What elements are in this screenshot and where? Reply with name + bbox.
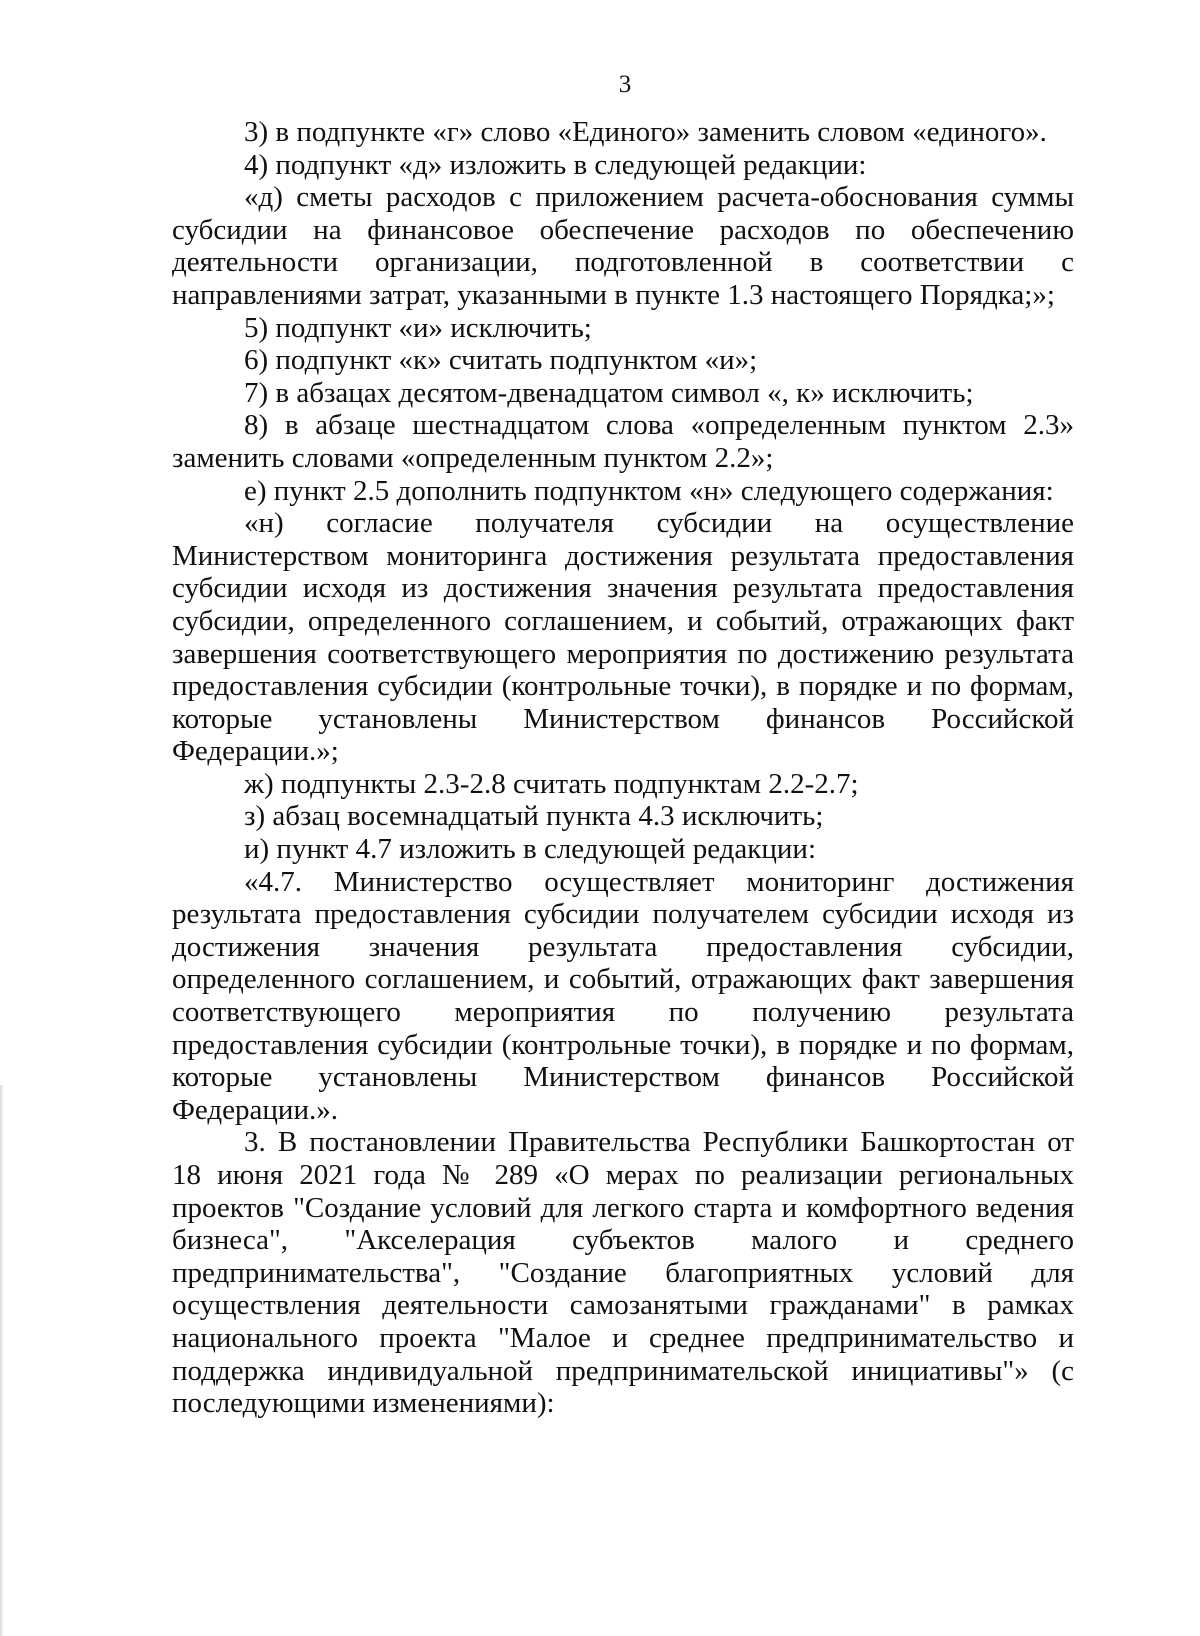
- paragraph-item-zh: ж) подпункты 2.3-2.8 считать подпунктам 2.2-2.7;: [244, 767, 859, 800]
- scan-edge-shadow: [0, 1085, 4, 1636]
- document-body: [172, 116, 1074, 1420]
- paragraph-item-5: 5) подпункт «и» исключить;: [244, 311, 592, 344]
- paragraph-item-4-7-text: «4.7. Министерство осуществляет мониторинг достижения результата предоставления субсидии получателем субсидии исходя из достижения значения результата предоставления субсидии, определенного соглашением, и событий, отражающих факт завершения соответствующего мероприятия по получению результата предоставления субсидии (контрольные точки), в порядке и по формам, которые установлены Министерством финансов Российской Федерации.».: [172, 865, 1074, 1126]
- paragraph-item-7: 7) в абзацах десятом-двенадцатом символ «, к» исключить;: [244, 376, 974, 409]
- paragraph-item-8: 8) в абзаце шестнадцатом слова «определенным пунктом 2.3» заменить словами «определенным пунктом 2.2»;: [172, 409, 1074, 474]
- paragraph-item-i: и) пункт 4.7 изложить в следующей редакции:: [244, 833, 817, 866]
- paragraph-item-4: 4) подпункт «д» изложить в следующей редакции:: [244, 148, 867, 181]
- paragraph-item-z: з) абзац восемнадцатый пункта 4.3 исключить;: [244, 800, 824, 833]
- paragraph-subitem-d-text: «д) сметы расходов с приложением расчета-обоснования суммы субсидии на финансовое обеспечение расходов по обеспечению деятельности организации, подготовленной в соответствии с направлениями затрат, указанными в пункте 1.3 настоящего Порядка;»;: [172, 181, 1074, 311]
- paragraph-subitem-n-text: «н) согласие получателя субсидии на осуществление Министерством мониторинга достижения результата предоставления субсидии исходя из достижения значения результата предоставления субсидии, определенного соглашением, и событий, отражающих факт завершения соответствующего мероприятия по достижению результата предоставления субсидии (контрольные точки), в порядке и по формам, которые установлены Министерством финансов Российской Федерации.»;: [172, 507, 1074, 768]
- paragraph-item-e: е) пункт 2.5 дополнить подпунктом «н» следующего содержания:: [244, 474, 1054, 507]
- paragraph-item-6: 6) подпункт «к» считать подпунктом «и»;: [244, 344, 758, 377]
- paragraph-item-3: 3) в подпункте «г» слово «Единого» заменить словом «единого».: [244, 116, 1047, 148]
- page-number: 3: [618, 71, 632, 98]
- paragraph-section-3: 3. В постановлении Правительства Республики Башкортостан от 18 июня 2021 года № 289 «О мерах по реализации региональных проектов "Создание условий для легкого старта и комфортного ведения бизнеса", "Акселерация субъектов малого и среднего предпринимательства", "Создание благоприятных условий для осуществления деятельности самозанятыми гражданами" в рамках национального проекта "Малое и среднее предпринимательство и поддержка индивидуальной предпринимательской инициативы"» (с последующими изменениями):: [172, 1126, 1074, 1420]
